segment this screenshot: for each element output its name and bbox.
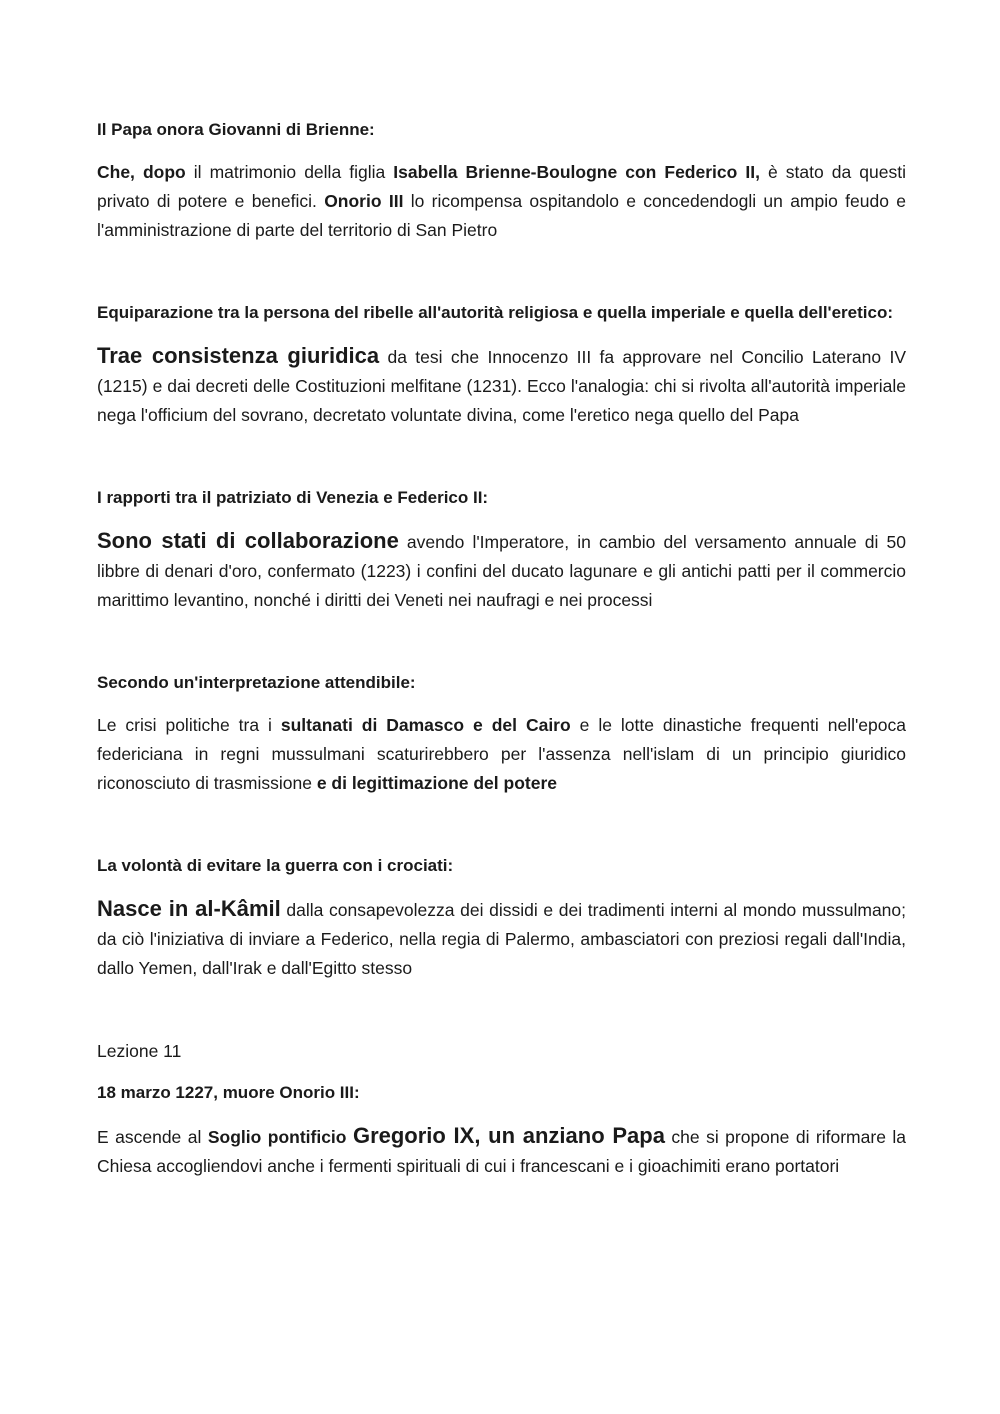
bold-run: e di legittimazione del potere xyxy=(316,773,557,793)
text-run: e le lotte dinastiche frequenti nell'epoca federiciana in regni mussulmani scaturirebbero per l'assenza nell'islam di un principio giuridico riconosciuto di trasmissione xyxy=(97,715,906,793)
bold-run: sultanati di Damasco e del Cairo xyxy=(280,715,571,735)
section-heading: I rapporti tra il patriziato di Venezia e Federico II: xyxy=(97,488,489,507)
emphasis-run: Gregorio IX, un anziano Papa xyxy=(352,1123,665,1148)
text-run: il matrimonio della figlia xyxy=(185,162,394,182)
bold-run: Isabella Brienne-Boulogne con Federico II, xyxy=(393,162,760,182)
text-run: Le crisi politiche tra i xyxy=(97,715,281,735)
section-heading: 18 marzo 1227, muore Onorio III: xyxy=(97,1083,360,1102)
lesson-label: Lezione 11 xyxy=(97,1041,182,1061)
section-paragraph xyxy=(97,711,906,798)
bold-run: Onorio III xyxy=(324,191,404,211)
bold-run: Soglio pontificio xyxy=(207,1127,347,1147)
section-paragraph xyxy=(97,894,906,983)
section-heading: Secondo un'interpretazione attendibile: xyxy=(97,673,416,692)
text-run: è stato da questi privato di potere e benefici. xyxy=(97,162,906,211)
emphasis-run: Nasce in al-Kâmil xyxy=(97,896,281,921)
section-heading: Il Papa onora Giovanni di Brienne: xyxy=(97,120,375,139)
text-run: lo ricompensa ospitandolo e concedendogli un ampio feudo e l'amministrazione di parte del territorio di San Pietro xyxy=(97,191,906,240)
section-paragraph xyxy=(97,341,906,430)
text-run: E ascende al xyxy=(97,1127,208,1147)
text-run: avendo l'Imperatore, in cambio del versamento annuale di 50 libbre di denari d'oro, confermato (1223) i confini del ducato lagunare e gli antichi patti per il commercio marittimo levantino, nonché i diritti dei Veneti nei naufragi e nei processi xyxy=(97,532,906,610)
section-paragraph xyxy=(97,158,906,245)
section-heading: Equiparazione tra la persona del ribelle all'autorità religiosa e quella imperiale e quella dell'eretico: xyxy=(97,303,894,322)
bold-run: Che, dopo xyxy=(97,162,186,182)
text-run: da tesi che Innocenzo III fa approvare nel Concilio Laterano IV (1215) e dai decreti delle Costituzioni melfitane (1231). Ecco l'analogia: chi si rivolta all'autorità imperiale nega l'officium del sovrano, decretato voluntate divina, come l'eretico nega quello del Papa xyxy=(97,347,906,425)
section-paragraph xyxy=(97,526,906,615)
text-run: che si propone di riformare la Chiesa accogliendovi anche i fermenti spirituali di cui i francescani e i gioachimiti erano portatori xyxy=(97,1127,906,1176)
section-paragraph xyxy=(97,1121,906,1181)
text-run: dalla consapevolezza dei dissidi e dei tradimenti interni al mondo mussulmano; da ciò l'iniziativa di inviare a Federico, nella regia di Palermo, ambasciatori con preziosi regali dall'India, dallo Yemen, dall'Irak e dall'Egitto stesso xyxy=(97,900,906,978)
emphasis-run: Trae consistenza giuridica xyxy=(97,343,380,368)
section-heading: La volontà di evitare la guerra con i crociati: xyxy=(97,856,454,875)
emphasis-run: Sono stati di collaborazione xyxy=(97,528,399,553)
